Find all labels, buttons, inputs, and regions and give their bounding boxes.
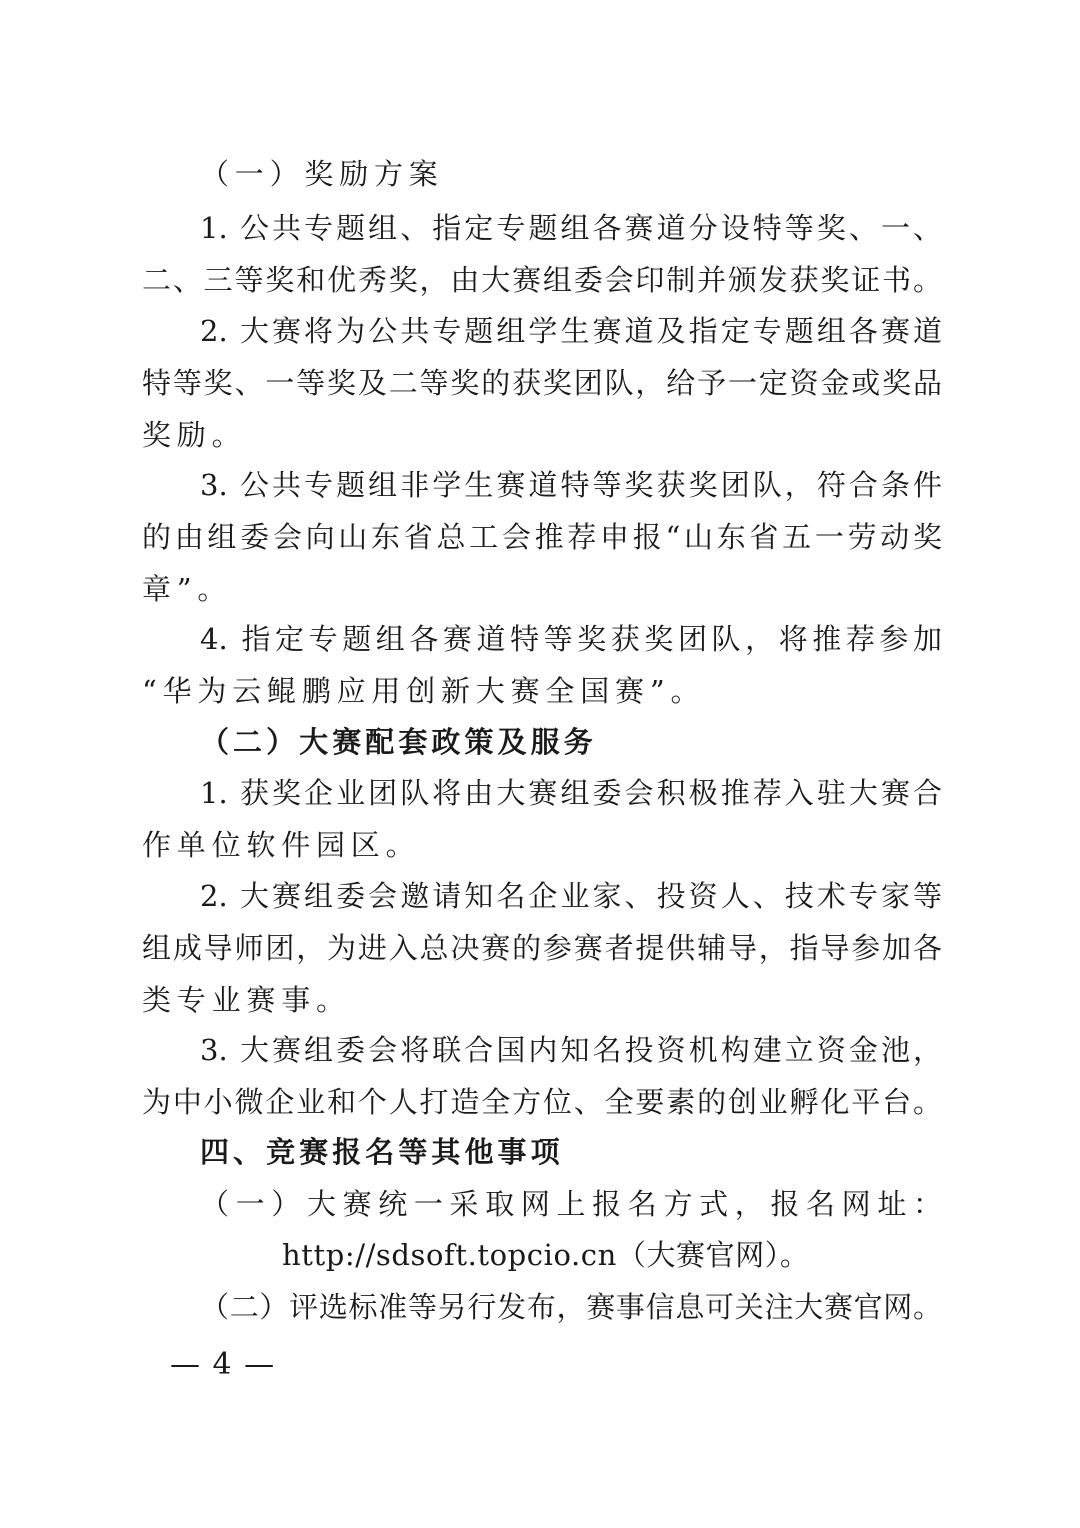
paragraph-line: 2. 大赛组委会邀请知名企业家、投资人、技术专家等 xyxy=(200,879,942,913)
paragraph-line: 二、三等奖和优秀奖，由大赛组委会印制并颁发获奖证书。 xyxy=(142,263,942,297)
section-heading-policy: （二）大赛配套政策及服务 xyxy=(200,725,597,759)
registration-url: http://sdsoft.topcio.cn（大赛官网）。 xyxy=(282,1238,810,1272)
paragraph-line: 作单位软件园区。 xyxy=(142,828,421,862)
paragraph-line: 的由组委会向山东省总工会推荐申报“山东省五一劳动奖 xyxy=(142,520,942,554)
paragraph-line: （二）评选标准等另行发布，赛事信息可关注大赛官网。 xyxy=(200,1290,942,1324)
paragraph-line: 4. 指定专题组各赛道特等奖获奖团队，将推荐参加 xyxy=(200,622,942,656)
paragraph-line: 3. 大赛组委会将联合国内知名投资机构建立资金池， xyxy=(200,1033,942,1067)
paragraph-line: “华为云鲲鹏应用创新大赛全国赛”。 xyxy=(142,674,706,708)
paragraph-line: 3. 公共专题组非学生赛道特等奖获奖团队，符合条件 xyxy=(200,468,942,502)
paragraph-line: 组成导师团，为进入总决赛的参赛者提供辅导，指导参加各 xyxy=(142,931,942,965)
paragraph-line: 特等奖、一等奖及二等奖的获奖团队，给予一定资金或奖品 xyxy=(142,366,942,400)
paragraph-line: 章”。 xyxy=(142,572,233,606)
paragraph-line: 1. 获奖企业团队将由大赛组委会积极推荐入驻大赛合 xyxy=(200,776,942,810)
page-number: — 4 — xyxy=(170,1347,276,1382)
section-heading-registration: 四、竞赛报名等其他事项 xyxy=(200,1135,564,1169)
paragraph-line: 2. 大赛将为公共专题组学生赛道及指定专题组各赛道 xyxy=(200,314,942,348)
section-heading-awards: （一）奖励方案 xyxy=(200,157,444,191)
paragraph-line: 1. 公共专题组、指定专题组各赛道分设特等奖、一、 xyxy=(200,211,942,245)
paragraph-line: （一）大赛统一采取网上报名方式，报名网址： xyxy=(200,1187,942,1221)
paragraph-line: 奖励。 xyxy=(142,418,247,452)
paragraph-line: 类专业赛事。 xyxy=(142,983,351,1017)
paragraph-line: 为中小微企业和个人打造全方位、全要素的创业孵化平台。 xyxy=(142,1085,942,1119)
